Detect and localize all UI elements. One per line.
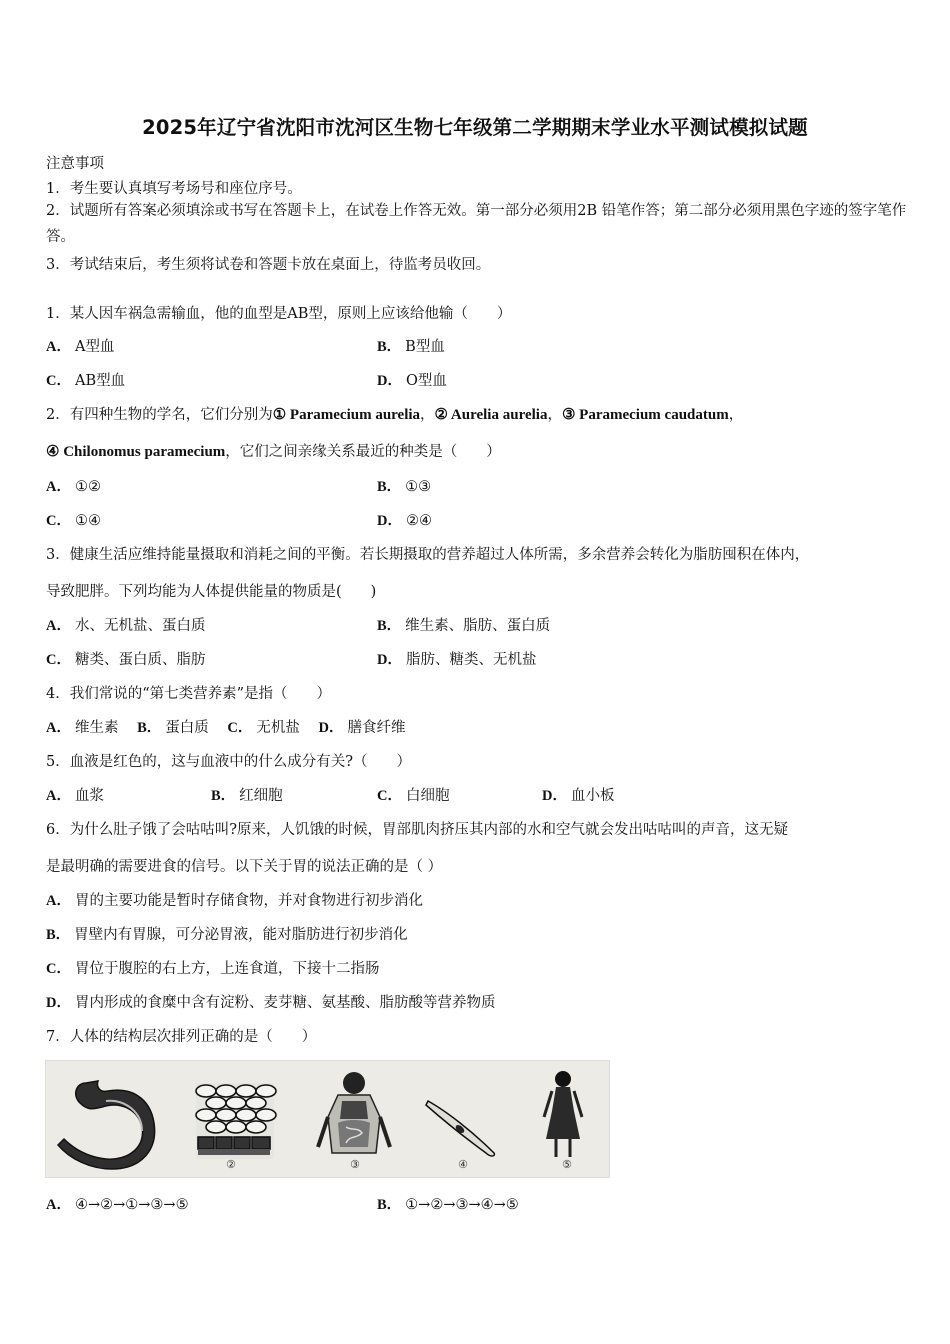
q6-option-d: D． 胃内形成的食糜中含有淀粉、麦芽糖、氨基酸、脂肪酸等营养物质 [46,995,496,1011]
q3-option-c: C． 糖类、蛋白质、脂肪 [46,652,206,668]
q1-stem: 1．某人因车祸急需输血，他的血型是AB型，原则上应该给他输（ ） [46,306,512,322]
q5-stem: 5．血液是红色的，这与血液中的什么成分有关?（ ） [46,754,411,770]
body-structure-drawing [46,1061,609,1177]
q2-option-b: B． ①③ [377,479,432,495]
q5-option-d: D． 血小板 [542,788,615,804]
q6-stem-line1: 6．为什么肚子饿了会咕咕叫?原来，人饥饿的时候，胃部肌肉挤压其内部的水和空气就会发出咕咕叫的声音，这无疑 [46,822,788,838]
figure-label-5: ⑤ [562,1158,572,1171]
q3-stem-line1: 3．健康生活应维持能量摄取和消耗之间的平衡。若长期摄取的营养超过人体所需，多余营养会转化为脂肪囤积在体内， [46,547,810,563]
stomach-illustration [58,1081,155,1169]
figure-label-4: ④ [458,1158,468,1171]
q1-option-b: B． B型血 [377,339,445,355]
notice-heading: 注意事项 [46,156,104,172]
figure-label-1: ① [96,1158,106,1171]
body-structure-figure [45,1060,610,1178]
figure-label-3: ③ [350,1158,360,1171]
q4-options: A． 维生素 B． 蛋白质 C． 无机盐 D． 膳食纤维 [46,720,406,736]
tissue-illustration [196,1083,276,1159]
q3-option-a: A． 水、无机盐、蛋白质 [46,618,206,634]
q1-option-a: A． A型血 [46,339,115,355]
figure-label-2: ② [226,1158,236,1171]
q7-option-b: B． ①→②→③→④→⑤ [377,1197,519,1213]
q6-option-a: A． 胃的主要功能是暂时存储食物，并对食物进行初步消化 [46,893,423,909]
q3-option-d: D． 脂肪、糖类、无机盐 [377,652,537,668]
q2-option-d: D． ②④ [377,513,432,529]
q6-stem-line2: 是最明确的需要进食的信号。以下关于胃的说法正确的是（ ） [46,859,443,875]
q5-option-a: A． 血浆 [46,788,104,804]
notice-item-1: 1．考生要认真填写考场号和座位序号。 [46,181,302,197]
cell-illustration [426,1101,494,1156]
person-illustration [544,1071,582,1157]
q6-option-b: B． 胃壁内有胃腺，可分泌胃液，能对脂肪进行初步消化 [46,927,408,943]
q1-option-c: C． AB型血 [46,373,126,389]
q3-option-b: B． 维生素、脂肪、蛋白质 [377,618,551,634]
body-system-illustration [318,1072,390,1153]
q1-option-d: D． O型血 [377,373,447,389]
page-title: 2025年辽宁省沈阳市沈河区生物七年级第二学期期末学业水平测试模拟试题 [142,116,808,139]
q2-stem-line1: 2．有四种生物的学名，它们分别为① Paramecium aurelia，② Aurelia aurelia，③ Paramecium caudatum， [46,407,744,423]
q2-option-a: A． ①② [46,479,101,495]
q4-stem: 4．我们常说的“第七类营养素”是指（ ） [46,686,332,702]
notice-item-2: 2．试题所有答案必须填涂或书写在答题卡上，在试卷上作答无效。第一部分必须用2B 铅笔作答；第二部分必须用黑色字迹的签字笔作答。 [46,203,907,245]
notice-item-3: 3．考试结束后，考生须将试卷和答题卡放在桌面上，待监考员收回。 [46,257,491,273]
q7-stem: 7．人体的结构层次排列正确的是（ ） [46,1029,317,1045]
q7-option-a: A． ④→②→①→③→⑤ [46,1197,189,1213]
q6-option-c: C． 胃位于腹腔的右上方，上连食道，下接十二指肠 [46,961,380,977]
q5-option-b: B． 红细胞 [211,788,283,804]
q5-option-c: C． 白细胞 [377,788,450,804]
q2-stem-line2: ④ Chilonomus paramecium，它们之间亲缘关系最近的种类是（ ） [46,444,501,460]
q2-option-c: C． ①④ [46,513,101,529]
q3-stem-line2: 导致肥胖。下列均能为人体提供能量的物质是( ) [46,584,377,600]
